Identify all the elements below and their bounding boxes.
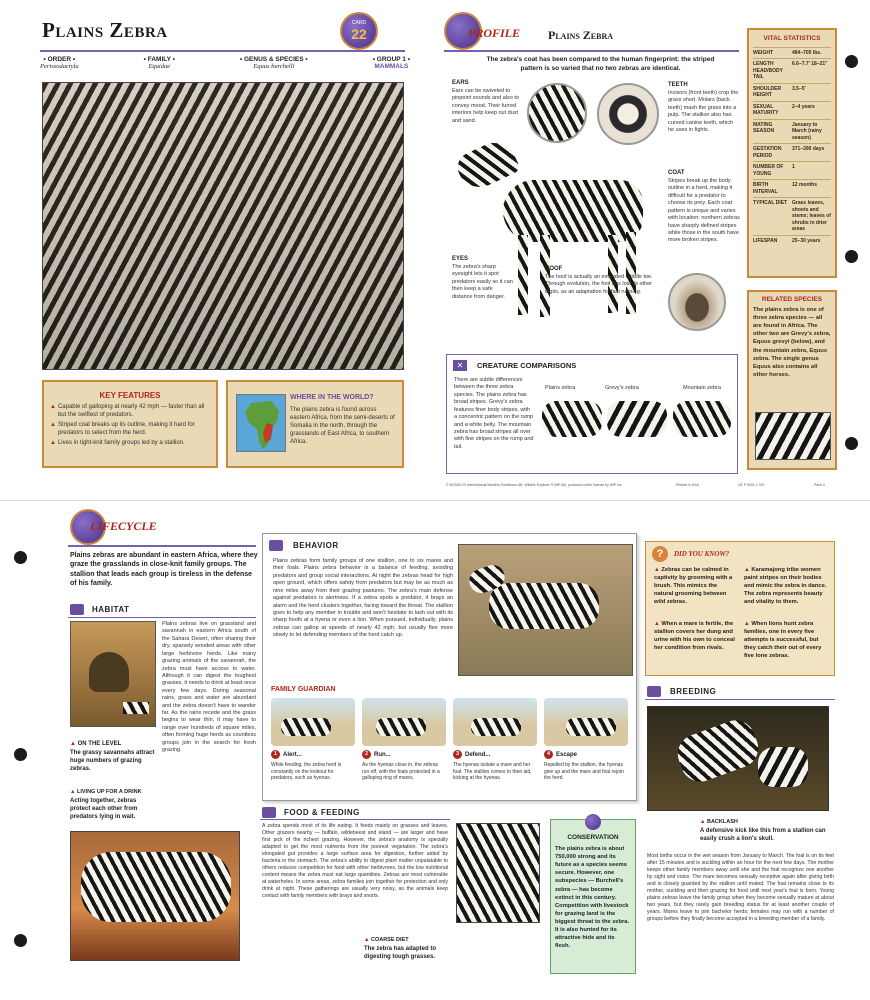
taxonomy-label: • FAMILY • (143, 56, 175, 63)
fact-item: ▲ Zebras can be calmed in captivity by grooming with a brush. This mimics the natural grooming between wild zebras. (654, 567, 733, 606)
taxonomy-value: Equidae (148, 63, 171, 70)
vital-row (753, 119, 831, 144)
fact-item: ▲ When lions hunt zebra families, one in every five attempts is successful, but they catch their out of every five lone zebras. (744, 621, 822, 660)
binder-hole (14, 934, 27, 947)
vital-title: VITAL STATISTICS (763, 35, 821, 42)
guardian-step-text: While feeding, the zebra herd is constantly on the lookout for predators, such as hyenas. (271, 762, 342, 781)
step-label: Defend... (465, 751, 491, 758)
vital-key: WEIGHT (753, 49, 773, 56)
grevys-zebra-figure (607, 401, 667, 437)
vital-value: 6.6–7.7' 18–21" (792, 61, 828, 68)
guardian-step-title (544, 750, 577, 759)
vital-value: 371–390 days (792, 146, 825, 153)
lifecycle-label: LIFECYCLE (90, 519, 157, 533)
family-guardian-title: FAMILY GUARDIAN (271, 686, 336, 693)
binder-hole (845, 250, 858, 263)
comparison-label: Grevy's zebra (605, 385, 639, 391)
vital-key: SEXUAL MATURITY (753, 103, 779, 117)
behavior-text: Plains zebras form family groups of one stallion, one to six mares and their foals. Plains zebra behavior is a balance of feeding, avoiding predators and group social interactions. At night the zebras head for high open ground, which offers safety from predators but may be as much as nine miles away from their grazing pastures. The zebra's main defense against predators is alertness. If a zebra spots a predator, it brays an alarm and the herd clusters together, facing toward the threat. The stallion goes to help any member in trouble and won't hesitate to lash out with its sharp hoofs at a hyena or even a lion. When pursued, individually, plains zebras can gallop at speeds of nearly 42 mph, but usually flee more slowly to let defending members of the herd catch up. (273, 558, 453, 639)
hoof-closeup (668, 273, 726, 331)
taxonomy-row (40, 56, 410, 78)
coarse-diet-caption: The zebra has adapted to digesting tough grasses. (364, 946, 437, 961)
key-feature-item: ▲ Capable of galloping at nearly 42 mph — faster than all but the swiftest of predators. (50, 404, 205, 419)
backlash-caption: A defensive kick like this from a stallion can easily crush a lion's skull. (700, 828, 826, 843)
card-number-badge (340, 12, 378, 50)
breeding-text: Most births occur in the wet season from January to March. The foal is on its feet after 15 minutes and is suckling within an hour for the next few days. The mother keeps other family members away until she and the foal recognize one another by sight and voice. The mare becomes sexually receptive again after giving birth and is closely guarded by the stallion until mated. The foal remains close to its mother, suckling and then grazing for food until next year's foal is born. Young plains zebras leave the family group when they become sexually mature at about two years, but they rarely gain breeding status for at least another couple of years. Mares leave to join bachelor herds; females may run with a number of groups before they finally become accepted in a breeding member of a family. (647, 853, 834, 923)
pack-number: Pack 4 (814, 483, 825, 487)
food-title: FOOD & FEEDING (284, 808, 360, 817)
vital-key: LENGTH HEAD/BODY TAIL (753, 61, 783, 81)
vital-row (753, 197, 831, 235)
vital-row (753, 235, 831, 247)
related-text: The plains zebra is one of three zebra species — all are found in Africa. The other two are Grevy's zebra, Equus grevyi (below), and the mountain zebra, Equus zebra. The single genus Equus also contains all other horses. (753, 307, 831, 378)
vital-key: TYPICAL DIET (753, 200, 788, 207)
conservation-text: The plains zebra is about 750,000 strong and its future as a species seems secure. However, one subspecies — Burchell's zebra — has become extinct in this century. Competition with livestock for grazing land is the biggest threat to the zebra. It is also hunted for its attractive hide and its flesh. (555, 846, 630, 950)
vital-value: 484–705 lbs. (792, 49, 822, 56)
creature-comparisons-panel (446, 354, 738, 474)
vital-row (753, 143, 831, 161)
related-species-panel (747, 290, 837, 470)
vital-value: January to March (rainy season) (792, 121, 822, 141)
habitat-caption: The grassy savannahs attract huge numbers of grazing zebras. (70, 750, 155, 773)
food-icon (262, 807, 276, 818)
did-you-know-panel (645, 541, 835, 676)
title-divider (40, 50, 405, 52)
vital-row (753, 101, 831, 119)
vital-row (753, 47, 831, 59)
behavior-icon (269, 540, 283, 551)
teeth-text: Incisors (front teeth) crop the grass short. Molars (back teeth) mash the grass into a pulp. The stallion also has curved canine teeth, which he uses in fights. (668, 90, 739, 134)
where-title: WHERE IN THE WORLD? (290, 394, 374, 401)
copyright-footer: © MCMXCVI International Masters Publishers AB. Wildlife Explorer ® IMP AB, produced under license by IMP Inc. (446, 483, 623, 487)
vital-value: 12 months (792, 182, 818, 189)
key-feature-item: ▲ Striped coat breaks up its outline, making it hard for predators to select from the herd. (50, 422, 195, 437)
page-title: Plains Zebra (42, 18, 168, 42)
fact-item: ▲ When a mare is fertile, the stallion covers her dung and urine with his own to conceal her condition from rivals. (654, 621, 735, 652)
profile-divider (444, 50, 739, 52)
food-text: A zebra spends most of its life eating. It feeds mainly on grasses and leaves. Other grazers nearby — buffalo, wildebeest and eland — are larger and have first pick of the richest grazing. However, the zebra's anatomy is specially adapted to get the most nutrients from the poorest vegetation. The zebra's elongated gut provides a large surface area for digestion, further aided by bacteria in the stomach. The zebra's ability to digest plant matter unpalatable to others reduces competition for food with other herbivores, but the low nutritional content means the zebra must eat large quantities. Zebras are most vulnerable at waterholes. In some areas, zebra families join together for protection and only drink at night. These gatherings are usually very noisy, as the animals keep contact with family members with brays and snorts. (262, 823, 448, 900)
guardian-step-illustration (453, 698, 537, 746)
taxonomy-order (40, 56, 79, 78)
card-code: UK P 6001 1 001 (738, 483, 765, 487)
backlash-title: ▲ BACKLASH (700, 819, 738, 825)
vital-row (753, 161, 831, 179)
conservation-globe-icon (585, 814, 601, 830)
comparisons-text: There are subtle differences between the three zebra species. The plains zebra has broad stripes. Grevy's zebra features finer body stripes, with a concentric pattern on the rump and a white belly. The mountain zebra has broad stripes all over with fine stripes on the rump and tail. (454, 377, 534, 450)
related-title: RELATED SPECIES (761, 296, 823, 303)
guardian-step-text: Repelled by the stallion, the hyenas give up and the mare and foal rejoin the herd. (544, 762, 624, 781)
alert-zebra-photo (458, 544, 633, 676)
behavior-panel (262, 533, 637, 801)
zebra-herd-photo (42, 82, 404, 370)
drinking-caption: Acting together, zebras protect each other from predators lying in wait. (70, 798, 138, 821)
conservation-title: CONSERVATION (567, 834, 619, 841)
key-features-panel (42, 380, 218, 468)
guardian-step-illustration (544, 698, 628, 746)
printed-in: Printed in USA (676, 483, 699, 487)
behavior-title: BEHAVIOR (293, 541, 339, 550)
coarse-diet-title: ▲ COARSE DIET (364, 937, 409, 943)
step-label: Run... (374, 751, 391, 758)
binder-hole (845, 55, 858, 68)
ears-text: Ears can be swiveled to pinpoint sounds and also to convey mood. Their furred interiors help keep out dust and sand. (452, 88, 519, 124)
comparison-label: Mountain zebra (683, 385, 721, 391)
guardian-step-illustration (362, 698, 446, 746)
did-you-know-title: DID YOU KNOW? (674, 550, 730, 558)
question-icon: ? (652, 546, 668, 562)
taxonomy-value: MAMMALS (374, 63, 409, 70)
vital-value: Grass leaves, shoots and stems; leaves of shrubs in drier areas (792, 200, 831, 233)
vital-row (753, 179, 831, 197)
vital-value: 25–30 years (792, 237, 821, 244)
zebras-kicking-photo (647, 706, 829, 811)
lifecycle-divider (68, 545, 256, 547)
teeth-closeup (597, 83, 659, 145)
taxonomy-family (144, 56, 175, 78)
binder-hole (14, 748, 27, 761)
habitat-savannah-photo (70, 621, 156, 727)
mountain-zebra-figure (673, 401, 731, 437)
hoof-text: The hoof is actually an extended middle toe. Through evolution, the foot has lost its other digits, as an adaptation for fast running. (545, 274, 653, 295)
vital-row (753, 58, 831, 83)
vital-key: NUMBER OF YOUNG (753, 164, 784, 177)
taxonomy-label: • GROUP 1 • (372, 56, 410, 63)
comparison-label: Plains zebra (545, 385, 576, 391)
vital-rows (753, 47, 831, 247)
vital-key: SHOULDER HEIGHT (753, 85, 782, 99)
eyes-title: EYES (452, 256, 469, 262)
step-number: 4 (544, 750, 553, 759)
guardian-step-title (453, 750, 490, 759)
vital-key: GESTATION PERIOD (753, 146, 782, 159)
hoof-title: HOOF (545, 266, 563, 272)
habitat-caption-title: ▲ ON THE LEVEL (70, 741, 122, 747)
step-number: 2 (362, 750, 371, 759)
lifecycle-intro: Plains zebras are abundant in eastern Africa, where they graze the grasslands in close-knit family groups. The stallion that leads each group is tireless in the defense of his family. (70, 552, 258, 588)
coat-text: Stripes break up the body outline in a herd, making it difficult for a predator to choose its prey. Each coat pattern is unique and varies with location: northern zebras have sharply defined stripes while those in the south have more broken stripes. (668, 178, 740, 244)
habitat-text: Plains zebras live on grassland and savannah in eastern Africa south of the Sahara Desert, often sharing their dry, sparsely wooded areas with other large herbivore herds. Like many grazing animals of the savannah, the zebra must have access to water. Although it can digest the toughest grasses, it needs to drink at least once every few days. During seasonal rains, grass and water are abundant and the zebra doesn't have to wander far. As the rains recede and the grass begins to wear thin, it may have to range over hundreds of square miles, often forming huge herds as countless groups join in the search for fresh grazing. (162, 621, 256, 754)
africa-map-icon (236, 394, 286, 452)
ears-title: EARS (452, 80, 469, 86)
card-number: 22 (351, 26, 367, 42)
grazing-zebra-photo (456, 823, 540, 923)
profile-intro: The zebra's coat has been compared to the human fingerprint: the striped pattern is so varied that no two zebras are identical. (486, 56, 715, 73)
card-label: CARD (351, 20, 367, 26)
guardian-step-text: As the hyenas close in, the zebras run off, with the foals protected in a galloping ring of mares. (362, 762, 440, 781)
vital-key: BIRTH INTERVAL (753, 182, 778, 195)
ear-closeup (527, 83, 587, 143)
conservation-panel (550, 819, 636, 974)
profile-name: Plains Zebra (548, 28, 614, 42)
teeth-title: TEETH (668, 82, 688, 88)
taxonomy-genus (240, 56, 308, 78)
eyes-text: The zebra's sharp eyesight lets it spot predators easily so it can then keep a safe distance from danger. (452, 264, 513, 300)
guardian-step-title (271, 750, 302, 759)
vital-value: 2–4 years (792, 103, 815, 110)
coat-title: COAT (668, 170, 685, 176)
comparison-icon: ✕ (453, 360, 467, 371)
grevys-zebra-photo (755, 412, 831, 460)
step-label: Alert... (283, 751, 302, 758)
taxonomy-value: Equus burchelli (253, 63, 295, 70)
taxonomy-value: Perissodactyla (40, 63, 79, 70)
card-back (0, 500, 870, 1000)
habitat-icon (70, 604, 84, 615)
plains-zebra-figure (542, 401, 602, 437)
drinking-caption-title: ▲ LIVING UP FOR A DRINK (70, 789, 142, 795)
binder-hole (845, 437, 858, 450)
profile-label: PROFILE (468, 26, 521, 40)
guardian-step-illustration (271, 698, 355, 746)
zebras-drinking-photo (70, 831, 240, 961)
fact-item: ▲ Karamajong tribe women paint stripes on their bodies and mimic the zebra in dance. The zebra represents beauty and vitality to them. (744, 567, 827, 606)
taxonomy-label: • ORDER • (43, 56, 76, 63)
vital-key: MATING SEASON (753, 121, 775, 135)
vital-value: 1 (792, 164, 795, 171)
key-features-title: KEY FEATURES (99, 391, 161, 400)
guardian-step-title (362, 750, 391, 759)
step-number: 1 (271, 750, 280, 759)
binder-hole (14, 551, 27, 564)
breeding-icon (647, 686, 661, 697)
where-in-world-panel (226, 380, 404, 468)
step-label: Escape (556, 751, 578, 758)
taxonomy-label: • GENUS & SPECIES • (239, 56, 308, 63)
key-feature-item: ▲ Lives in tight-knit family groups led by a stallion. (50, 440, 185, 447)
taxonomy-group (373, 56, 410, 78)
breeding-title: BREEDING (670, 687, 717, 696)
comparisons-title: CREATURE COMPARISONS (477, 361, 577, 370)
habitat-title: HABITAT (92, 605, 130, 614)
vital-statistics-panel (747, 28, 837, 278)
vital-value: 3.5–5' (792, 85, 806, 92)
where-text: The plains zebra is found across eastern Africa, from the semi-deserts of Somalia in the north, through the grasslands of East Africa, to southern Africa. (290, 407, 395, 446)
step-number: 3 (453, 750, 462, 759)
vital-row (753, 83, 831, 101)
guardian-step-text: The hyenas isolate a mare and her foal. The stallion comes to their aid, kicking at the hyenas. (453, 762, 532, 781)
vital-key: LIFESPAN (753, 237, 778, 244)
